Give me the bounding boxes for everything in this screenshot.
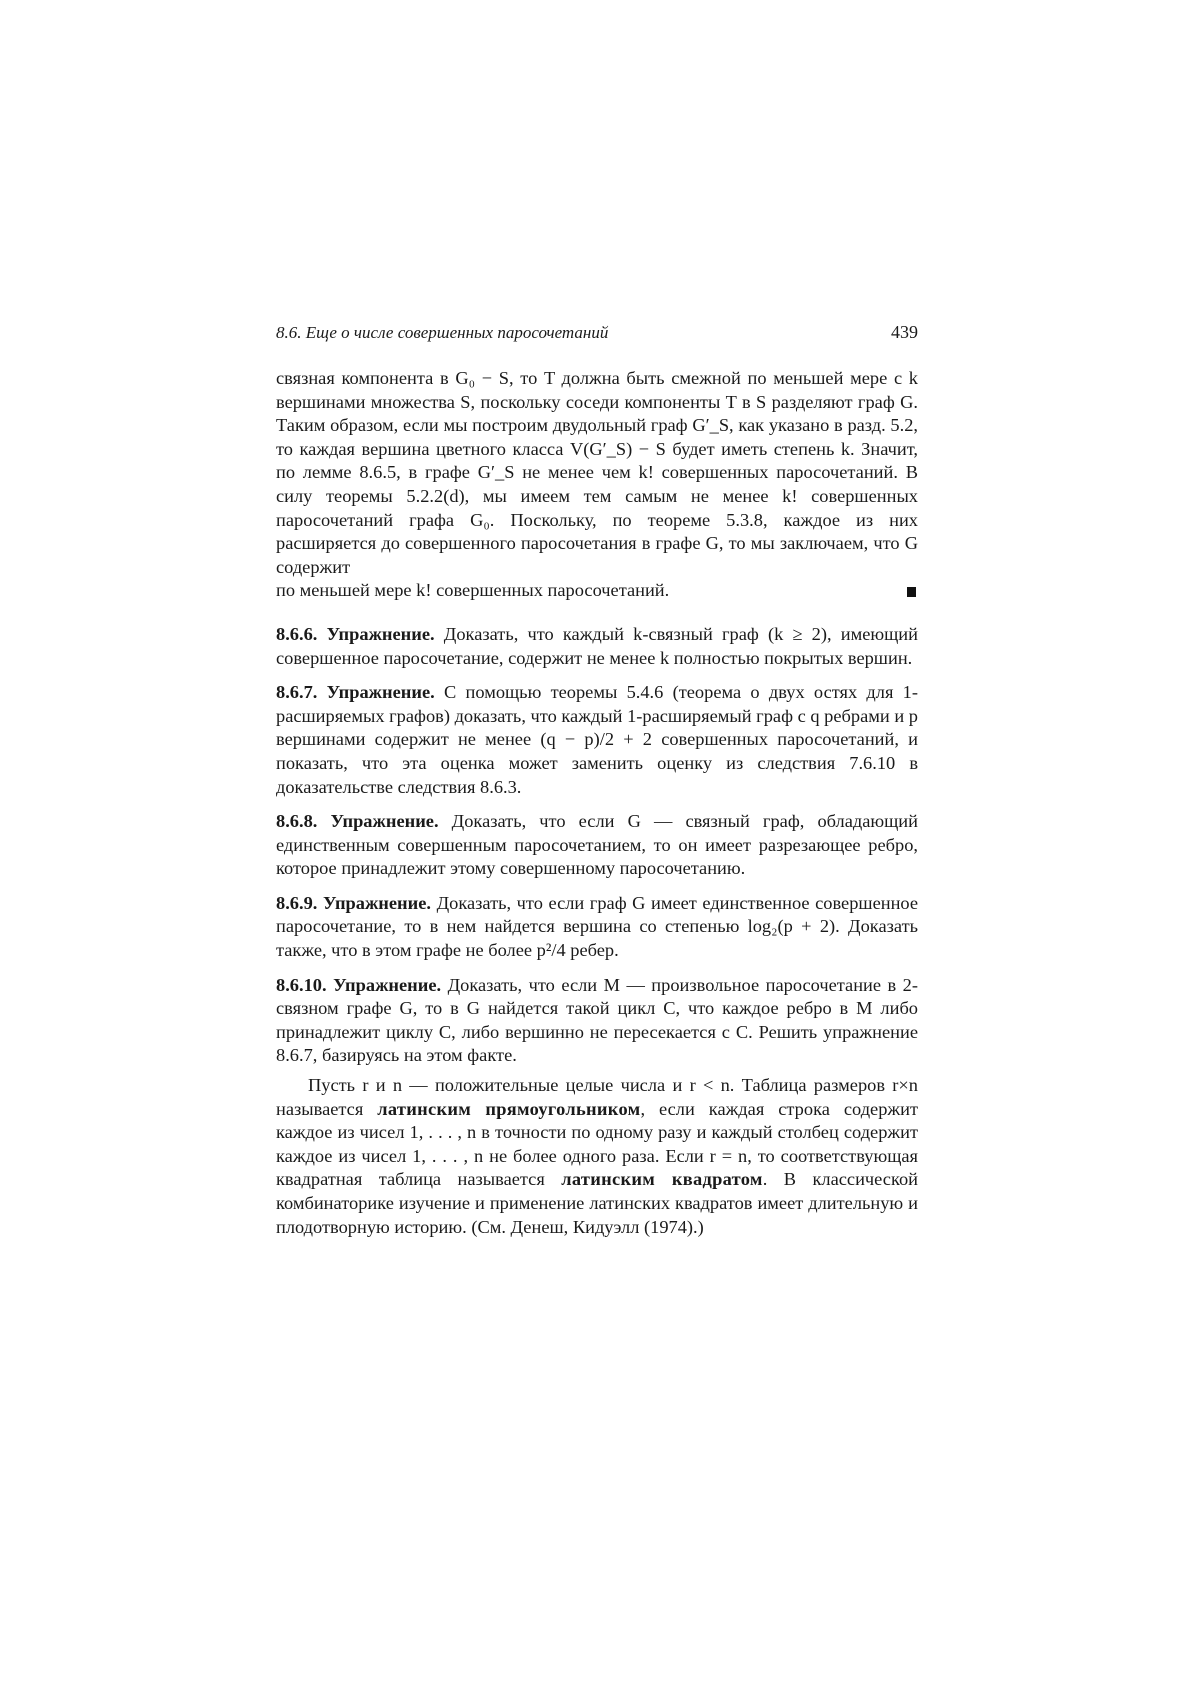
page-number: 439 — [891, 322, 918, 342]
exercise-text: Доказать, что если граф G имеет единственное совершенное паросочетание, то в нем найдется вершина со степенью log₂(p + 2). Доказать также, что в этом графе не более p²/4 ребер. — [276, 892, 918, 961]
exercise-text: Доказать, что если G — связный граф, обладающий единственным совершенным паросочетанием, то он имеет разрезающее ребро, которое принадлежит этому совершенному паросочетанию. — [276, 811, 918, 879]
exercise-8-6-6 — [276, 623, 918, 670]
proof-last-line — [276, 579, 918, 603]
exercise-title: Упражнение. — [333, 974, 442, 995]
exercise-text: С помощью теоремы 5.4.6 (теорема о двух остях для 1-расширяемых графов) доказать, что каждый 1-расширяемый граф с q ребрами и p вершинами содержит не менее (q − p)/2 + 2 совершенных паросочетаний, и показать, что эта оценка может заменить оценку из следствия 7.6.10 в доказательстве следствия 8.6.3. — [276, 682, 918, 797]
exercise-title: Упражнение. — [322, 892, 432, 913]
exercise-text: Доказать, что если M — произвольное паросочетание в 2-связном графе G, то в G найдется такой цикл C, что каждое ребро в M либо принадлежит циклу C, либо вершинно не пересекается с C. Решить упражнение 8.6.7, базируясь на этом факте. — [276, 974, 918, 1066]
exercise-number: 8.6.6. — [276, 623, 318, 644]
exercise-number: 8.6.10. — [276, 974, 327, 995]
qed-square-icon — [907, 587, 916, 597]
exercise-8-6-9 — [276, 892, 918, 963]
exercise-title: Упражнение. — [330, 811, 439, 832]
term-latin-square: латинским квадратом — [561, 1169, 763, 1190]
exercise-8-6-10 — [276, 974, 918, 1068]
proof-continuation: связная компонента в G₀ − S, то T должна быть смежной по меньшей мере с k вершинами множества S, поскольку соседи компоненты T в S разделяют граф G. Таким образом, если мы построим двудольный граф G′_S, как указано в разд. 5.2, то каждая вершина цветного класса V(G′_S) − S будет иметь степень k. Значит, по лемме 8.6.5, в графе G′_S не менее чем k! совершенных паросочетаний. В силу теоремы 5.2.2(d), мы имеем тем самым не менее k! совершенных паросочетаний графа G₀. Поскольку, по теореме 5.3.8, каждое из них расширяется до совершенного паросочетания в графе G, то мы заключаем, что G содержит — [276, 368, 918, 577]
exercise-8-6-8 — [276, 810, 918, 881]
section-running-title: 8.6. Еще о числе совершенных паросочетаний — [276, 323, 609, 342]
exercise-title: Упражнение. — [326, 623, 435, 644]
exercise-number: 8.6.9. — [276, 892, 318, 913]
exercise-title: Упражнение. — [326, 682, 435, 703]
paragraph-text: , если каждая строка содержит каждое из чисел 1, . . . , n в точности по одному разу и каждый столбец содержит каждое из чисел 1, . . . , n не более одного раза. Если r = n, то соответствующая квадратная таблица называется — [276, 1098, 918, 1190]
paragraph-text: . В классической комбинаторике изучение и применение латинских квадратов имеет длительную и плодотворную историю. (См. Денеш, Кидуэлл (1974).) — [276, 1169, 918, 1237]
book-page — [276, 322, 918, 1239]
paragraph-text: Пусть r и n — положительные целые числа и r < n. Таблица размеров r×n называется — [276, 1075, 918, 1119]
term-latin-rectangle: латинским прямоугольником — [377, 1098, 641, 1119]
exercise-number: 8.6.8. — [276, 811, 318, 832]
exercise-8-6-7 — [276, 681, 918, 799]
exercise-number: 8.6.7. — [276, 682, 318, 703]
exercise-text: Доказать, что каждый k-связный граф (k ≥ 2), имеющий совершенное паросочетание, содержит не менее k полностью покрытых вершин. — [276, 623, 918, 668]
running-header — [276, 322, 918, 343]
latin-square-paragraph — [276, 1074, 918, 1239]
proof-last-line-text: по меньшей мере k! совершенных паросочетаний. — [276, 580, 670, 601]
